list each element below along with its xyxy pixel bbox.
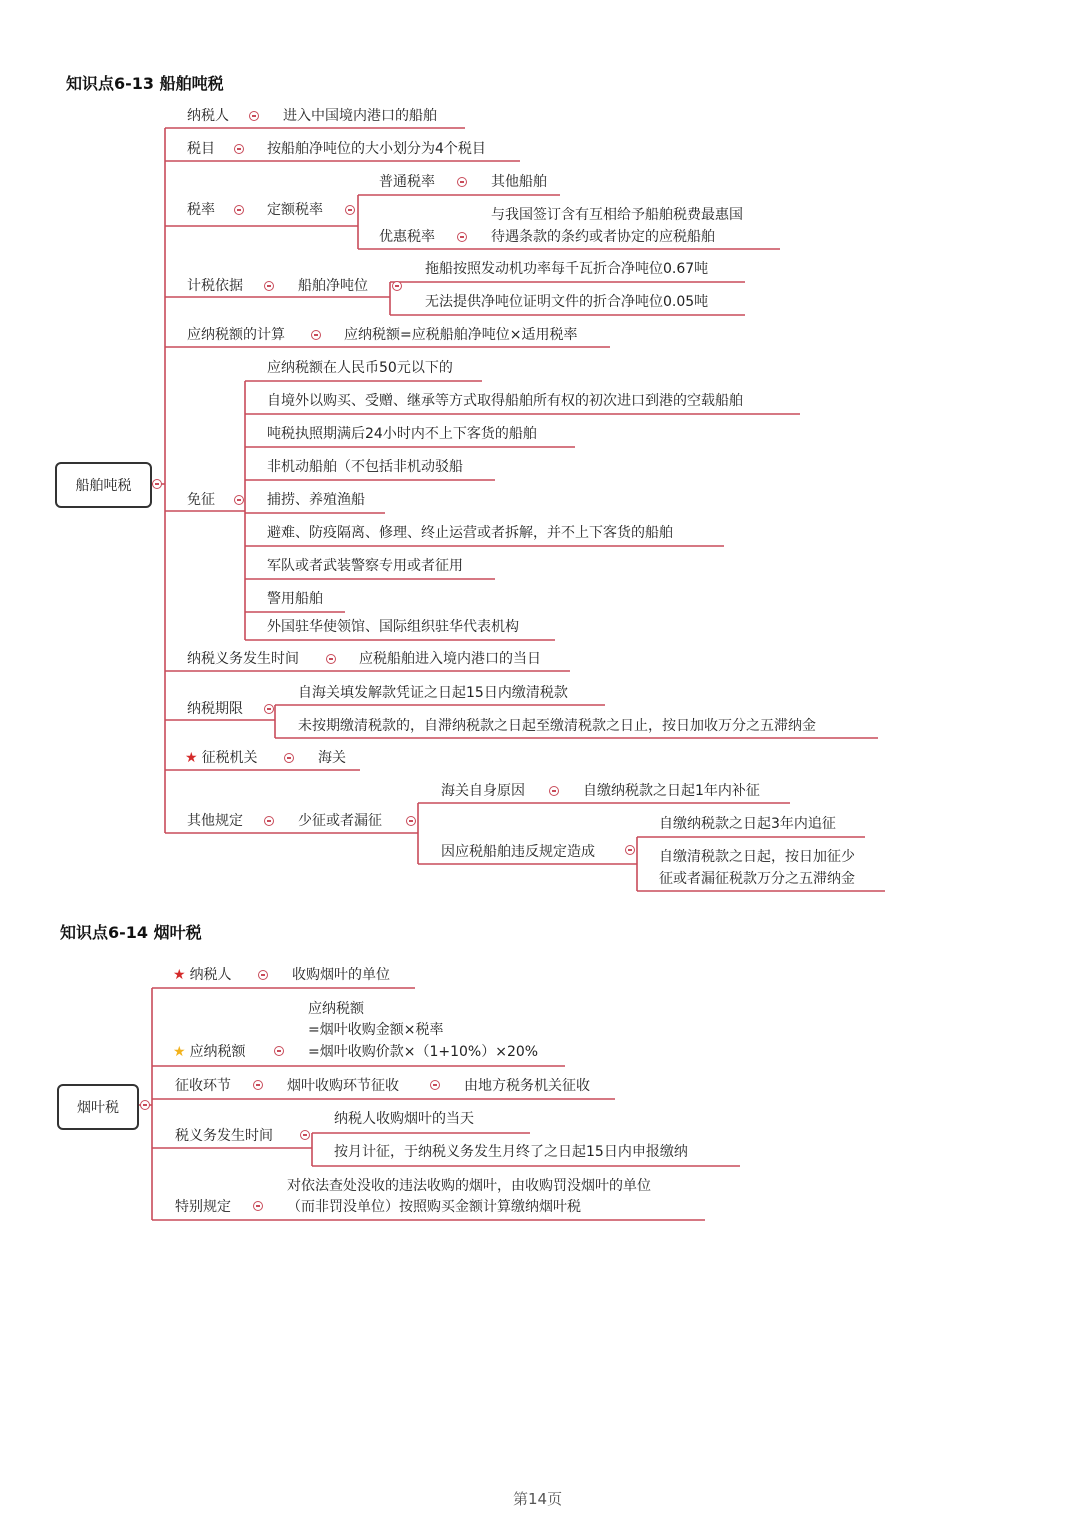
exemption-item[interactable]: 自境外以购买、受赠、继承等方式取得船舶所有权的初次进口到港的空载船舶	[267, 393, 743, 409]
node-collection-stage[interactable]: 征收环节	[175, 1078, 231, 1094]
collapse-icon[interactable]	[152, 479, 162, 489]
node-violation-value2-line2[interactable]: 征或者漏征税款万分之五滞纳金	[659, 871, 855, 887]
node-basis-item2[interactable]: 无法提供净吨位证明文件的折合净吨位0.05吨	[425, 294, 709, 310]
root-label: 船舶吨税	[75, 478, 132, 494]
node-collection-authority[interactable]: 由地方税务机关征收	[464, 1078, 590, 1094]
exemption-item[interactable]: 非机动船舶（不包括非机动驳船	[267, 459, 463, 475]
node-special-line2[interactable]: （而非罚没单位）按照购买金额计算缴纳烟叶税	[287, 1199, 581, 1215]
node-tax-calculation-value[interactable]: 应纳税额=应税船舶净吨位×适用税率	[344, 327, 578, 343]
node-violation-value2-line1[interactable]: 自缴清税款之日起，按日加征少	[659, 849, 855, 865]
node-exemption[interactable]: 免征	[187, 492, 215, 508]
exemption-item[interactable]: 吨税执照期满后24小时内不上下客货的船舶	[267, 426, 537, 442]
node-special-rules[interactable]: 特别规定	[175, 1199, 231, 1215]
node-tobacco-taxpayer-value[interactable]: 收购烟叶的单位	[292, 967, 390, 983]
node-tax-items[interactable]: 税目	[187, 141, 215, 157]
node-basis-item1[interactable]: 拖船按照发动机功率每千瓦折合净吨位0.67吨	[425, 261, 709, 277]
section-heading-tobacco-tax: 知识点6-14 烟叶税	[60, 923, 202, 942]
collapse-icon[interactable]	[300, 1130, 310, 1140]
node-preferential-value-line2[interactable]: 待遇条款的条约或者协定的应税船舶	[491, 229, 715, 245]
node-preferential-value-line1[interactable]: 与我国签订含有互相给予船舶税费最惠国	[491, 207, 743, 223]
exemption-item[interactable]: 军队或者武装警察专用或者征用	[267, 558, 463, 574]
node-taxpayer[interactable]: 纳税人	[187, 108, 229, 124]
collapse-icon[interactable]	[234, 144, 244, 154]
collapse-icon[interactable]	[253, 1201, 263, 1211]
node-tobacco-payable[interactable]	[173, 1043, 246, 1061]
node-tobacco-obligation-time[interactable]: 税义务发生时间	[175, 1128, 273, 1144]
node-tobacco-taxpayer-label: 纳税人	[189, 967, 232, 983]
collapse-icon[interactable]	[311, 330, 321, 340]
node-tax-period[interactable]: 纳税期限	[187, 701, 243, 717]
node-tax-rate[interactable]: 税率	[187, 202, 215, 218]
section-heading-ship-tonnage-tax: 知识点6-13 船舶吨税	[66, 74, 224, 93]
node-special-line1[interactable]: 对依法查处没收的违法收购的烟叶，由收购罚没烟叶的单位	[287, 1178, 651, 1194]
collapse-icon[interactable]	[457, 232, 467, 242]
node-under-levy[interactable]: 少征或者漏征	[298, 813, 382, 829]
collapse-icon[interactable]	[264, 816, 274, 826]
star-icon: ★	[173, 1044, 186, 1060]
node-violation[interactable]: 因应税船舶违反规定造成	[441, 844, 595, 860]
exemption-item[interactable]: 外国驻华使领馆、国际组织驻华代表机构	[267, 619, 519, 635]
node-taxpayer-value[interactable]: 进入中国境内港口的船舶	[283, 108, 437, 124]
collapse-icon[interactable]	[392, 281, 402, 291]
node-normal-rate-value[interactable]: 其他船舶	[491, 174, 547, 190]
node-fixed-rate[interactable]: 定额税率	[267, 202, 323, 218]
root-node-tobacco-tax[interactable]	[57, 1084, 139, 1130]
collapse-icon[interactable]	[326, 654, 336, 664]
node-violation-value1[interactable]: 自缴纳税款之日起3年内追征	[659, 816, 836, 832]
node-customs-reason-value[interactable]: 自缴纳税款之日起1年内补征	[583, 783, 760, 799]
page-number: 第14页	[513, 1490, 563, 1508]
node-payable-line3[interactable]: =烟叶收购价款×（1+10%）×20%	[308, 1044, 539, 1060]
star-icon: ★	[185, 750, 198, 766]
node-payable-line1[interactable]: 应纳税额	[308, 1001, 364, 1017]
node-tax-items-value[interactable]: 按船舶净吨位的大小划分为4个税目	[267, 141, 486, 157]
node-period-item2[interactable]: 未按期缴清税款的，自滞纳税款之日起至缴清税款之日止，按日加收万分之五滞纳金	[298, 718, 816, 734]
node-net-tonnage[interactable]: 船舶净吨位	[298, 278, 368, 294]
collapse-icon[interactable]	[345, 205, 355, 215]
collapse-icon[interactable]	[249, 111, 259, 121]
collapse-icon[interactable]	[264, 704, 274, 714]
collapse-icon[interactable]	[274, 1046, 284, 1056]
root-node-ship-tonnage-tax[interactable]	[55, 462, 152, 508]
exemption-item[interactable]: 避难、防疫隔离、修理、终止运营或者拆解，并不上下客货的船舶	[267, 525, 673, 541]
exemption-item[interactable]: 应纳税额在人民币50元以下的	[267, 360, 453, 376]
node-period-item1[interactable]: 自海关填发解款凭证之日起15日内缴清税款	[298, 685, 568, 701]
collapse-icon[interactable]	[234, 495, 244, 505]
collapse-icon[interactable]	[140, 1100, 150, 1110]
collapse-icon[interactable]	[264, 281, 274, 291]
node-normal-rate[interactable]: 普通税率	[379, 174, 435, 190]
node-tax-basis[interactable]: 计税依据	[187, 278, 243, 294]
collapse-icon[interactable]	[625, 845, 635, 855]
collapse-icon[interactable]	[253, 1080, 263, 1090]
node-tobacco-taxpayer[interactable]	[173, 966, 232, 984]
node-tax-authority-label: 征税机关	[201, 750, 258, 766]
collapse-icon[interactable]	[234, 205, 244, 215]
node-tax-authority[interactable]	[185, 749, 258, 767]
collapse-icon[interactable]	[549, 786, 559, 796]
node-obligation-time-value[interactable]: 应税船舶进入境内港口的当日	[359, 651, 541, 667]
collapse-icon[interactable]	[284, 753, 294, 763]
node-payable-line2[interactable]: =烟叶收购金额×税率	[308, 1022, 444, 1038]
node-tobacco-time-item1[interactable]: 纳税人收购烟叶的当天	[334, 1111, 474, 1127]
collapse-icon[interactable]	[430, 1080, 440, 1090]
exemption-item[interactable]: 警用船舶	[267, 591, 323, 607]
root-label: 烟叶税	[77, 1100, 119, 1116]
node-obligation-time[interactable]: 纳税义务发生时间	[187, 651, 299, 667]
node-tax-calculation[interactable]: 应纳税额的计算	[187, 327, 285, 343]
node-customs-reason[interactable]: 海关自身原因	[441, 783, 525, 799]
collapse-icon[interactable]	[406, 816, 416, 826]
exemption-item[interactable]: 捕捞、养殖渔船	[267, 492, 365, 508]
star-icon: ★	[173, 967, 186, 983]
node-other-rules[interactable]: 其他规定	[187, 813, 243, 829]
node-tobacco-time-item2[interactable]: 按月计征，于纳税义务发生月终了之日起15日内申报缴纳	[334, 1144, 688, 1160]
node-tax-authority-value[interactable]: 海关	[318, 750, 346, 766]
node-collection-stage-value[interactable]: 烟叶收购环节征收	[287, 1078, 399, 1094]
node-tobacco-payable-label: 应纳税额	[189, 1044, 246, 1060]
collapse-icon[interactable]	[457, 177, 467, 187]
node-preferential-rate[interactable]: 优惠税率	[379, 229, 435, 245]
collapse-icon[interactable]	[258, 970, 268, 980]
